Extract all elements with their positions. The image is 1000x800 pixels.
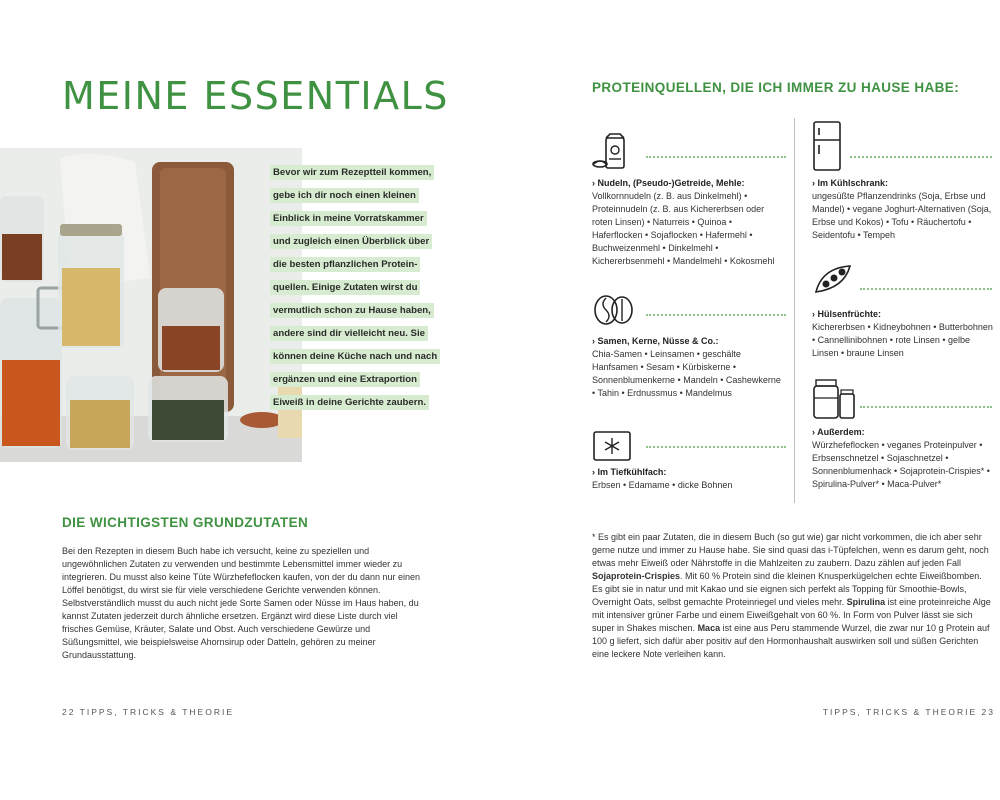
section-title: DIE WICHTIGSTEN GRUNDZUTATEN xyxy=(62,515,309,530)
footnote-text xyxy=(592,531,992,661)
protein-group xyxy=(592,466,782,492)
intro-line: und zugleich einen Überblick über xyxy=(270,234,432,249)
footnote-part: . Mit 60 % Protein sind die kleinen Knusperkügelchen echte Eiweißbomben. Es gibt sie in natur und mit Kakao und sie eignen sich perfekt als Topping für Smoothie-Bowls, Overnight Oats, selbst gemachte Proteinriegel und vieles mehr. xyxy=(592,571,982,607)
dotted-separator xyxy=(646,156,786,158)
fridge-icon xyxy=(812,120,846,177)
pantry-jars-photo xyxy=(0,148,302,462)
group-text: Vollkornnudeln (z. B. aus Dinkelmehl) • Proteinnudeln (z. B. aus Kichererbsen oder roten Linsen) • Naturreis • Quinoa • Haferflocken • Sojaflocken • Hafermehl • Buchweizenmehl • Dinkelmehl • Kichererbsenmehl • Mandelmehl • Kokosmehl xyxy=(592,191,775,266)
intro-line: vermutlich schon zu Hause haben, xyxy=(270,303,434,318)
intro-line: gebe ich dir noch einen kleinen xyxy=(270,188,419,203)
intro-line: quellen. Einige Zutaten wirst du xyxy=(270,280,420,295)
protein-group xyxy=(812,426,998,491)
footer-left: 22 TIPPS, TRICKS & THEORIE xyxy=(62,707,234,717)
group-text: Erbsen • Edamame • dicke Bohnen xyxy=(592,480,733,490)
group-heading: › Im Kühlschrank: xyxy=(812,178,889,188)
group-text: Kichererbsen • Kidneybohnen • Butterbohnen • Cannellinibohnen • rote Linsen • gelbe Linsen • braune Linsen xyxy=(812,322,993,358)
footnote-part: ist eine aus Peru stammende Wurzel, die zwar nur 10 g Protein auf 100 g liefert, sich dafür aber positiv auf den Hormonhaushalt auswirken soll und süßen Gerichten eine leckere Note verleihen kann. xyxy=(592,623,990,659)
protein-group xyxy=(592,177,782,268)
footnote-bold: Maca xyxy=(697,623,721,633)
footnote-part: ist eine proteinreiche Alge mit intensiver grüner Farbe und einem Eiweißgehalt von 60 %. In Form von Pulver lässt sie sich super in Shakes mischen. xyxy=(592,597,991,633)
group-text: Chia-Samen • Leinsamen • geschälte Hanfsamen • Sesam • Kürbiskerne • Sonnenblumenkerne • Mandeln • Cashewkerne • Tahin • Erdnussmus • Mandelmus xyxy=(592,349,781,398)
intro-line: ergänzen und eine Extraportion xyxy=(270,372,420,387)
footnote-bold: Spirulina xyxy=(846,597,886,607)
dotted-separator xyxy=(646,314,786,316)
dotted-separator xyxy=(860,406,992,408)
group-heading: › Außerdem: xyxy=(812,427,865,437)
group-text: Würzhefeflocken • veganes Proteinpulver • Erbsenschnetzel • Sojaschnetzel • Sonnenblumenhack • Sojaprotein-Crispies* • Spirulina-Pulver* • Maca-Pulver* xyxy=(812,440,990,489)
walnut-icon xyxy=(592,290,634,335)
section-body-text: Bei den Rezepten in diesem Buch habe ich versucht, keine zu speziellen und ungewöhnlichen Zutaten zu verwenden und bestimmte Lebensmittel immer wieder zu integrieren. Du musst also keine Tüte Würzhefeflocken kaufen, von der du dann nur einen Löffel benötigst, du wirst sie für viele verschiedene Gerichte verwenden können. Selbstverständlich musst du auch nicht jede Sorte Samen oder Nüsse im Haus haben, du kannst Zutaten jederzeit durch ähnliche ersetzen. Ergänzt wird diese Liste durch viel frisches Gemüse, Kräuter, Salate und Obst. Auch verschiedene Gewürze und Süßungsmittel, wie beispielsweise Ahornsirup oder Datteln, gehören zu meiner Grundausstattung. xyxy=(62,546,421,660)
pea-pod-icon xyxy=(812,262,856,307)
intro-line: Eiweiß in deine Gerichte zaubern. xyxy=(270,395,429,410)
dotted-separator xyxy=(850,156,992,158)
group-heading: › Nudeln, (Pseudo-)Getreide, Mehle: xyxy=(592,178,745,188)
footer-right: TIPPS, TRICKS & THEORIE 23 xyxy=(822,707,995,717)
group-heading: › Samen, Kerne, Nüsse & Co.: xyxy=(592,336,719,346)
intro-text xyxy=(270,160,445,413)
group-heading: › Hülsenfrüchte: xyxy=(812,309,882,319)
intro-line: können deine Küche nach und nach xyxy=(270,349,440,364)
freezer-icon xyxy=(592,430,634,469)
pantry-jars-illustration xyxy=(0,148,302,462)
footnote-bold: Sojaprotein-Crispies xyxy=(592,571,681,581)
group-text: ungesüßte Pflanzendrinks (Soja, Erbse und Mandel) • vegane Joghurt-Alternativen (Soja, Erbse und Kokos) • Tofu • Räuchertofu • Seidentofu • Tempeh xyxy=(812,191,992,240)
protein-group xyxy=(592,335,782,400)
flour-bag-icon xyxy=(592,132,634,177)
protein-sources-title: PROTEINQUELLEN, DIE ICH IMMER ZU HAUSE HABE: xyxy=(592,80,960,95)
protein-group xyxy=(812,177,998,242)
intro-line: andere sind dir vielleicht neu. Sie xyxy=(270,326,428,341)
intro-line: Bevor wir zum Rezeptteil kommen, xyxy=(270,165,434,180)
dotted-separator xyxy=(646,446,786,448)
intro-line: Einblick in meine Vorratskammer xyxy=(270,211,427,226)
column-divider xyxy=(794,118,795,503)
intro-line: die besten pflanzlichen Protein- xyxy=(270,257,420,272)
footnote-part: * Es gibt ein paar Zutaten, die in diesem Buch (so gut wie) gar nicht vorkommen, die ich aber sehr gerne nutze und immer zu Hause habe. Sie sind quasi das i-Tüpfelchen, wenn es darum geht, noch etwas mehr Eiweiß oder Nährstoffe in die Mahlzeiten zu zaubern. Dazu zählen auf jeden Fall xyxy=(592,532,989,568)
protein-group xyxy=(812,308,998,360)
dotted-separator xyxy=(860,288,992,290)
group-heading: › Im Tiefkühlfach: xyxy=(592,467,667,477)
jars-icon xyxy=(812,378,858,425)
page-title: MEINE ESSENTIALS xyxy=(62,74,449,118)
